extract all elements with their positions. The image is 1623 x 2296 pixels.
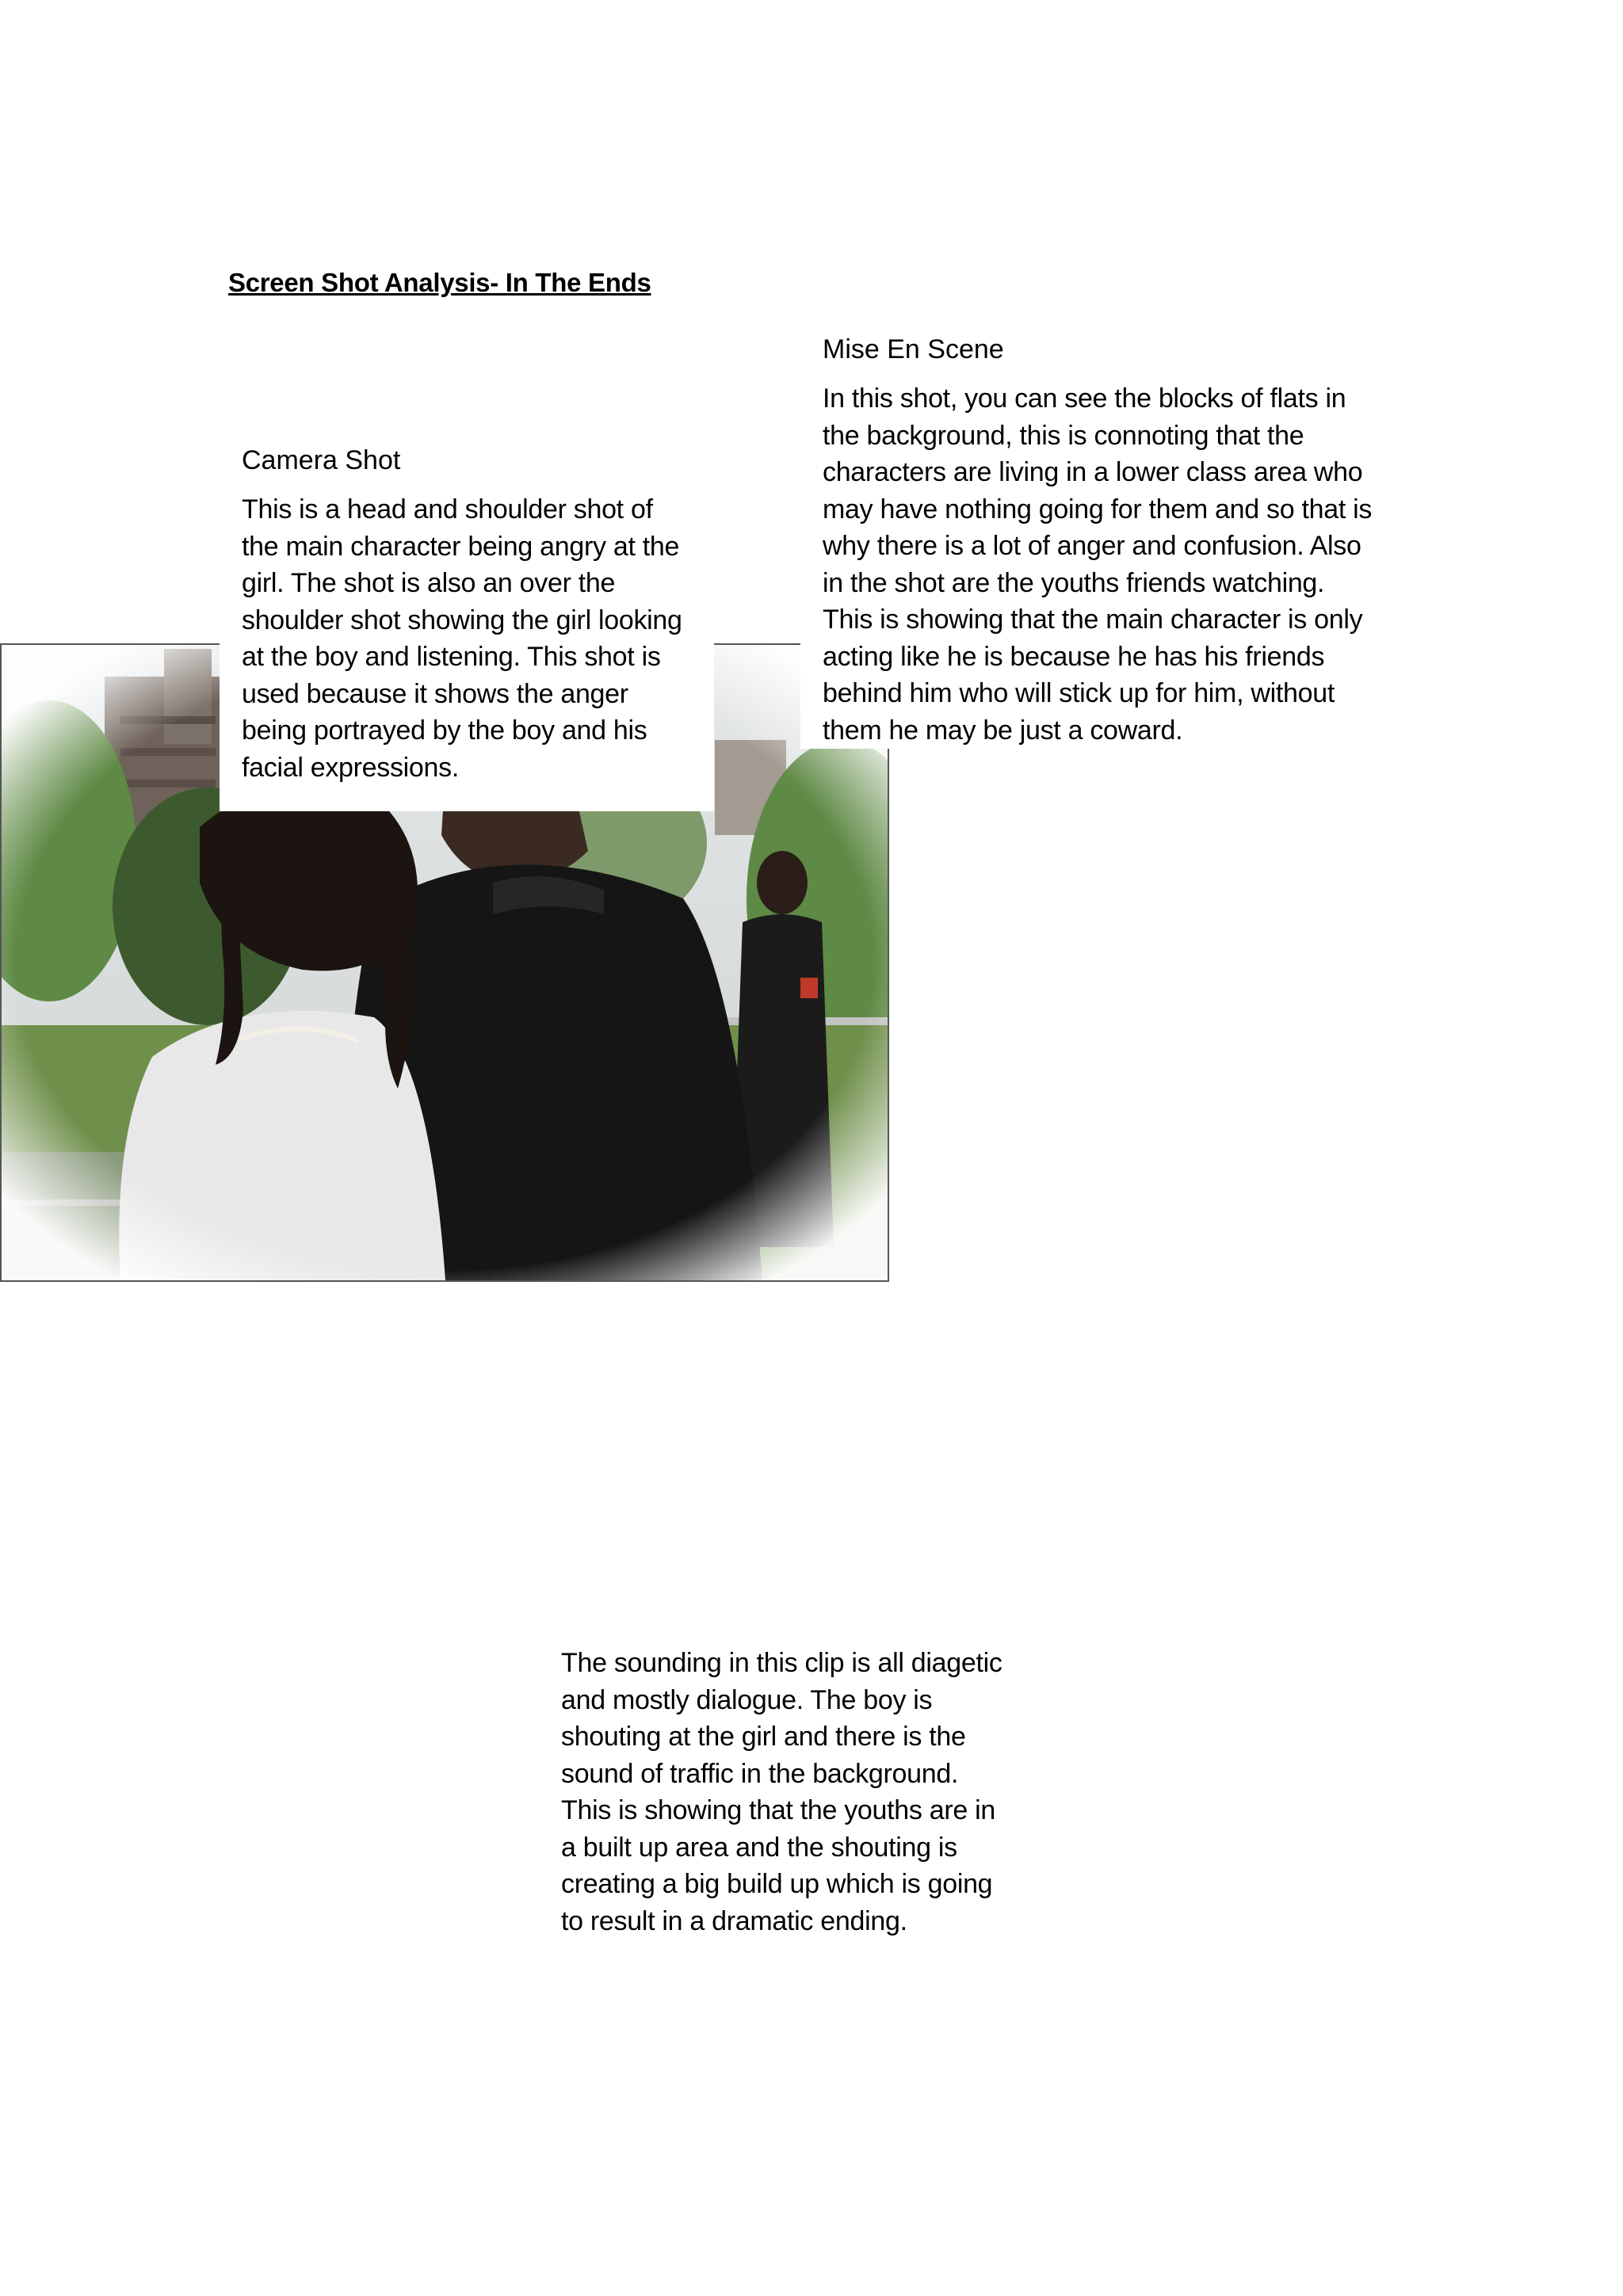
mise-en-scene-heading: Mise En Scene bbox=[823, 334, 1004, 364]
document-title: Screen Shot Analysis- In The Ends bbox=[228, 268, 651, 297]
camera-shot-text: This is a head and shoulder shot of the main character being angry at the girl. The shot is also an over the shoulder shot showing the girl looking at the boy and listening. This shot is used because it shows the anger being portrayed by the boy and his facial expressions. bbox=[242, 494, 682, 783]
mise-en-scene-text: In this shot, you can see the blocks of flats in the background, this is connoting that the characters are living in a lower class area who may have nothing going for them and so that is why there is a lot of anger and confusion. Also in the shot are the youths friends watching. This is showing that the main character is only acting like he is because he has his friends behind him who will stick up for him, without them he may be just a coward. bbox=[823, 383, 1373, 746]
sound-text: The sounding in this clip is all diagetic and mostly dialogue. The boy is shouting at the girl and there is the sound of traffic in the background. This is showing that the youths are in a built up area and the shouting is creating a big build up which is going to result in a dramatic ending. bbox=[561, 1648, 1002, 1936]
camera-shot-heading: Camera Shot bbox=[242, 445, 401, 475]
sound-section bbox=[539, 1638, 1030, 1939]
mise-en-scene-section bbox=[800, 325, 1403, 749]
camera-shot-section bbox=[220, 428, 714, 811]
